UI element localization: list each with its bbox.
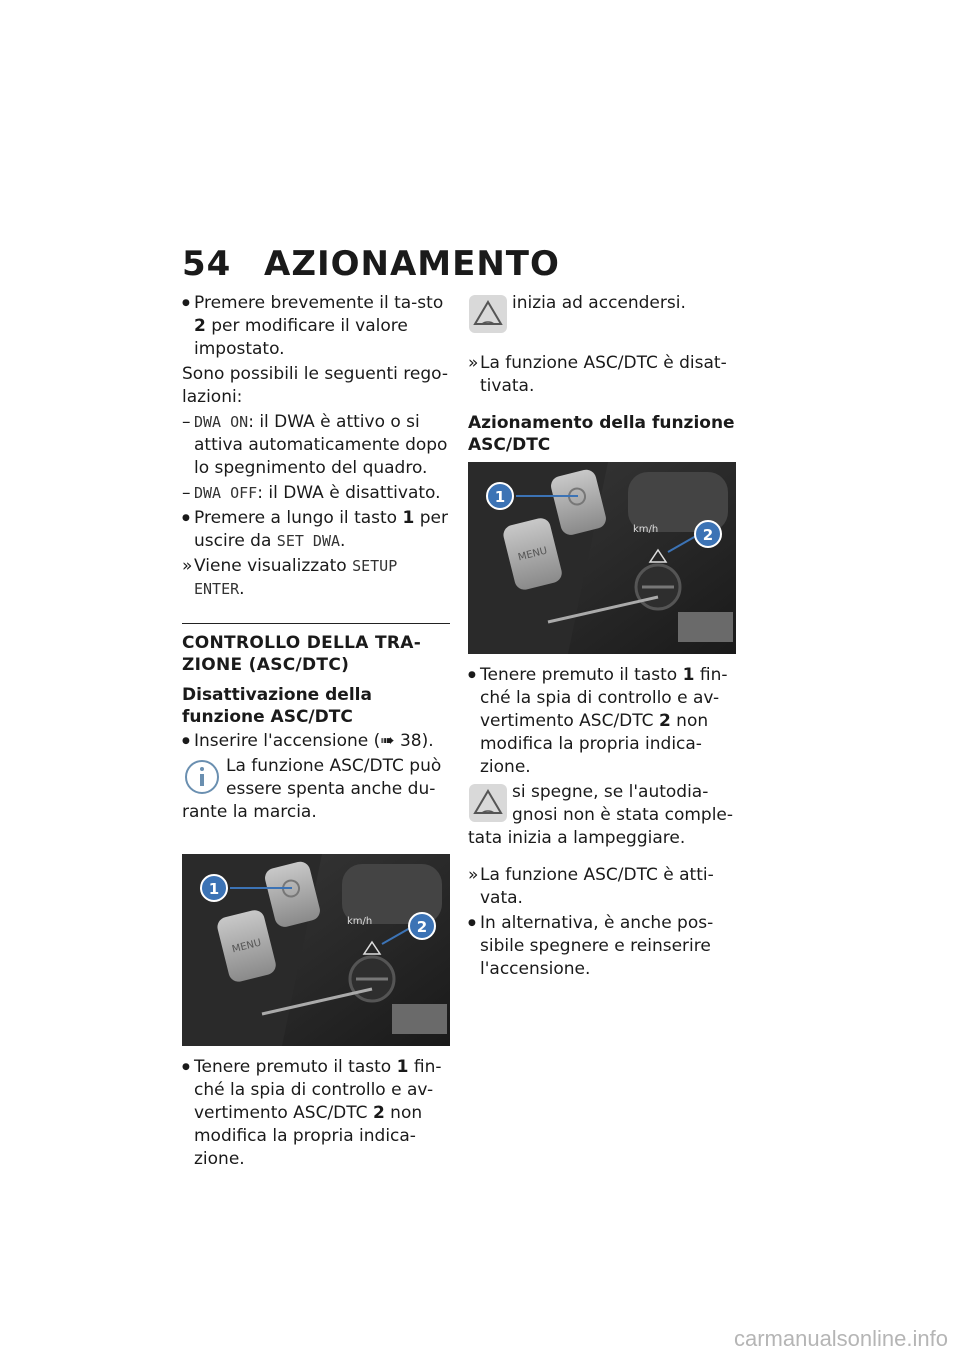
info-note: La funzione ASC/DTC può essere spenta anche du-rante la marcia. (182, 756, 442, 822)
warning-note: si spegne, se l'autodia-gnosi non è stata comple-tata inizia a lampeggiare. (468, 782, 734, 848)
left-column (182, 292, 450, 1173)
result-item: » La funzione ASC/DTC è atti-vata. (468, 864, 736, 910)
right-column (468, 292, 736, 983)
subsection-title: Disattivazione della funzione ASC/DTC (182, 685, 372, 727)
instruction-bullet: ● Tenere premuto il tasto 1 fin-ché la spia di controllo e av-vertimento ASC/DTC 2 non modifica la propria indica-zione. (468, 664, 736, 779)
page-reference-arrow-icon: ➠ (380, 731, 400, 751)
option-item: – DWA OFF: il DWA è disattivato. (182, 482, 450, 505)
instruction-bullet: ● Premere brevemente il ta-sto 2 per modificare il valore impostato. (182, 292, 450, 361)
svg-text:MENU: MENU (516, 545, 549, 564)
result-item: » La funzione ASC/DTC è disat-tivata. (468, 352, 736, 398)
watermark: carmanualsonline.info (733, 1326, 948, 1351)
instruction-bullet: ● Premere a lungo il tasto 1 per uscire da SET DWA. (182, 507, 450, 553)
handlebar-switch-photo (182, 854, 450, 1046)
section-divider (182, 623, 450, 624)
svg-text:km/h: km/h (347, 916, 373, 927)
instruction-bullet: ● Inserire l'accensione (➠ 38). (182, 730, 450, 753)
handlebar-switch-photo (468, 462, 736, 654)
svg-text:1: 1 (494, 488, 506, 506)
page-header (182, 244, 560, 284)
svg-text:km/h: km/h (633, 524, 659, 535)
result-item: » Viene visualizzato SETUP ENTER. (182, 555, 450, 601)
warning-light-icon (468, 783, 508, 823)
svg-text:1: 1 (208, 880, 220, 898)
paragraph: Sono possibili le seguenti rego-lazioni: (182, 364, 448, 407)
section-title: CONTROLLO DELLA TRA-ZIONE (ASC/DTC) (182, 633, 422, 675)
instruction-bullet: ● Tenere premuto il tasto 1 fin-ché la spia di controllo e av-vertimento ASC/DTC 2 non modifica la propria indica-zione. (182, 1056, 450, 1171)
svg-text:MENU: MENU (230, 937, 263, 956)
option-item: – DWA ON: il DWA è attivo o si attiva automaticamente dopo lo spegnimento del quadro. (182, 411, 450, 480)
instruction-bullet: ● In alternativa, è anche pos-sibile spegnere e reinserire l'accensione. (468, 912, 736, 981)
svg-text:2: 2 (416, 918, 428, 936)
warning-light-icon (468, 294, 508, 334)
svg-text:2: 2 (702, 526, 714, 544)
subsection-title: Azionamento della funzione ASC/DTC (468, 413, 735, 455)
page-title: AZIONAMENTO (264, 244, 560, 284)
info-icon (182, 757, 222, 797)
warning-note: inizia ad accendersi. (468, 292, 736, 338)
page-number: 54 (182, 244, 232, 284)
